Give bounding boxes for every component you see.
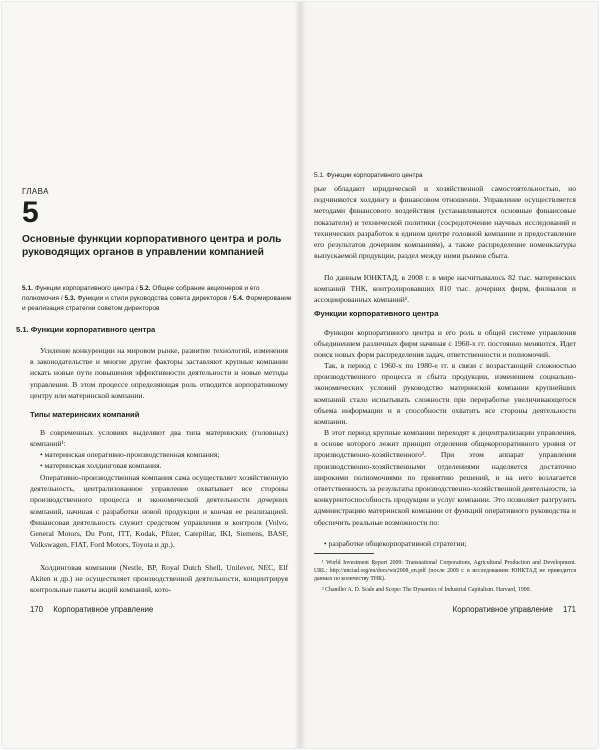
paragraph: рые обладают юридической и хозяйственной самостоятельностью, но подчиняются холдингу в финансовом отношении. Управление осуществляется методами финансового воздействия (устанавливаются основные финансовые показатели) и технической политики (сосредоточение научных исследований и технических разработок в едином центре головной компании и предоставление его результатов дочерним компаниям), а также распределение номенклатуры выпускаемой продукции, раздел между ними рынков сбыта.	[314, 184, 576, 261]
footer-title: Корпоративное управление	[452, 605, 553, 614]
page-footer	[453, 605, 576, 614]
page-number: 170	[30, 605, 44, 614]
paragraph: В современных условиях выделяют два типа материнских (головных) компаний¹:	[30, 428, 288, 449]
chapter-label: ГЛАВА	[22, 187, 49, 196]
paragraph: В этот период крупные компании переходят к децентрализации управления, в основе которого лежит принцип отделения общекорпоративного уровня от производственно-хозяйственного². При этом аппарат управления производственно-хозяйственными отделениями наделяется достаточно широкими полномочиями по принятию решений, и на него возлагается ответственность за результаты производственно-хозяйственной деятельности, за конкурентоспособность продукции и услуг компании. Это позволяет разгрузить администрацию материнской компании от функций оперативного руководства и обеспечить реальные возможности по:	[314, 428, 576, 527]
footnote: ¹ World Investment Report 2009: Transnational Corporations, Agricultural Production and Development. URL: http://unctad.org/en/docs/wir2008_en.pdf (после 2009 г. в исследованиях ЮНКТАД не приводится данных по количеству ТНК).	[314, 560, 576, 583]
chapter-contents: 5.1. Функции корпоративного центра / 5.2. Общее собрание акционеров и его полномочия / 5.3. Функции и стили руководства совета директоров / 5.4. Формирование и реализация стратегии советом директоров	[22, 285, 292, 312]
toc-title-2: Общее собрание акционеров и его полномочия	[22, 285, 260, 302]
chapter-title: Основные функции корпоративного центра и роль руководящих органов в управлении компанией	[22, 234, 282, 258]
toc-title-1: Функции корпоративного центра	[34, 285, 135, 292]
page-number: 171	[562, 605, 576, 614]
book-gutter-shadow	[294, 2, 306, 748]
bullet-item: • материнская оперативно-производственная компания;	[40, 450, 220, 459]
paragraph: Усиление конкуренции на мировом рынке, развитие технологий, изменения в законодательстве и многие другие факторы заставляют крупные компании искать новые пути повышения эффективности деятельности и новые методы управления. В этом процессе определяющая роль отводится корпоративному центру или материнской компании.	[30, 346, 288, 400]
paragraph: Так, в период с 1960-х по 1980-е гг. в связи с возрастающей сложностью производственного процесса и сбыта продукции, изменением социально-экономических условий руководство материнской компании крупнейших компаний стало испытывать сложности при переработке увеличивающегося объема информации и в способности охватить все стороны деятельности компании.	[314, 361, 576, 427]
page-footer	[30, 605, 153, 614]
section-number: 5.1.	[16, 325, 29, 334]
toc-num-4: 5.4.	[232, 295, 244, 302]
toc-title-4: Формирование и реализация стратегии советом директоров	[22, 295, 292, 312]
footnote-separator	[314, 553, 374, 554]
paragraph: Оперативно-производственная компания сама осуществляет хозяйственную деятельность, централизованное управление охватывает все стороны производственного процесса и экономической деятельности дочерних компаний, начиная с разработки новой продукции и кончая ее реализацией. Финансовая деятельность служит средством управления и контроля (Volvo, General Motors, Du Pont, ITT, Kodak, Pfizer, Catepillar, IKI, Siemens, BASF, Volkswagen, FIAT, Ford Motors, Toyota и др.).	[30, 473, 288, 550]
section-title: Функции корпоративного центра	[30, 325, 156, 334]
bullet-item: • материнская холдинговая компания.	[40, 461, 162, 470]
footer-title: Корпоративное управление	[53, 605, 154, 614]
footnote: ² Chandler A. D. Scale and Scope: The Dynamics of Industrial Capitalism. Harvard, 1990.	[322, 587, 531, 593]
subheading: Функции корпоративного центра	[314, 309, 439, 318]
section-heading	[16, 325, 155, 334]
subheading: Типы материнских компаний	[30, 410, 140, 419]
book-spread	[2, 2, 598, 748]
paragraph: Холдинговая компания (Nestle, BP, Royal Dutch Shell, Unilever, NEC, Elf Akiten и др.) не осуществляет производственной деятельности, концентрируя контрольные пакеты акций компаний, кото-	[30, 563, 288, 595]
toc-num-1: 5.1.	[22, 285, 33, 292]
running-head: 5.1. Функции корпоративного центра	[314, 172, 423, 179]
toc-num-2: 5.2.	[139, 285, 151, 292]
toc-title-3: Функции и стили руководства совета директоров	[77, 295, 228, 302]
paragraph: Функции корпоративного центра и его роль в общей системе управления объединением различных фирм начиная с 1960-х гг. постоянно меняются. Идет поиск новых форм распределения задач, ответственности и полномочий.	[314, 328, 576, 360]
toc-num-3: 5.3.	[64, 295, 76, 302]
chapter-number: 5	[22, 196, 39, 229]
bullet-item: • разработке общекорпоративной стратегии;	[324, 539, 467, 548]
right-page	[300, 2, 598, 748]
paragraph: По данным ЮНКТАД, в 2008 г. в мире насчитывалось 82 тыс. материнских компаний ТНК, контролировавших 810 тыс. дочерних фирм, филиалов и ассоциированных компаний¹.	[314, 273, 576, 305]
left-page	[2, 2, 300, 748]
